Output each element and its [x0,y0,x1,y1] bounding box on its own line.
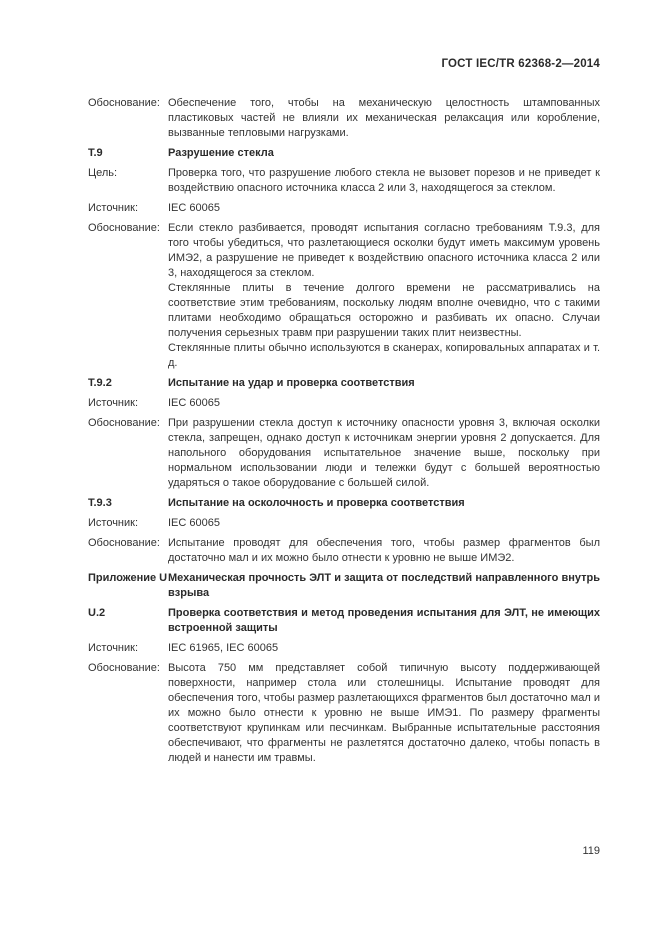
entry-paragraph: Стеклянные плиты обычно используются в сканерах, копировальных аппаратах и т. д. [168,342,600,369]
entry-row [88,96,600,141]
section-number: Т.9.2 [88,377,112,389]
entry-text [168,201,600,216]
entry-text [168,221,600,371]
section-heading [88,496,600,511]
entry-row [88,516,600,531]
entry-row [88,166,600,196]
entry-paragraph: Обеспечение того, чтобы на механическую целостность штампованных пластиковых частей не влияли их механическая релаксация или коробление, вызванные тепловыми нагрузками. [168,97,600,139]
entry-paragraph: Если стекло разбивается, проводят испытания согласно требованиям Т.9.3, для того чтобы убедиться, что разлетающиеся осколки будут иметь максимум уровень ИМЭ2, а разрушение не приведет к воздействию опасного источника класса 2 или 3, находящегося за стеклом. [168,222,600,279]
entry-label: Обоснование: [88,537,160,549]
section-title [168,606,600,636]
entry-row [88,416,600,491]
section-title [168,146,600,161]
entry-paragraph: IEC 60065 [168,517,220,529]
section-title [168,496,600,511]
entry-text [168,516,600,531]
section-heading [88,376,600,391]
entry-text [168,396,600,411]
entry-text [168,96,600,141]
entry-paragraph: Проверка того, что разрушение любого стекла не вызовет порезов и не приведет к воздействию опасного источника класса 2 или 3, находящегося за стеклом. [168,167,600,194]
entry-row [88,396,600,411]
entry-paragraph: Стеклянные плиты в течение долгого времени не рассматривались на соответствие этим требованиям, поскольку людям вполне очевидно, что с такими плитами необходимо обращаться осторожно и разбивать их опасно. Случаи получения серьезных травм при разрушении таких плит неизвестны. [168,282,600,339]
entry-paragraph: IEC 60065 [168,202,220,214]
entry-label: Обоснование: [88,222,160,234]
entry-label: Источник: [88,202,139,214]
section-title-text: Проверка соответствия и метод проведения испытания для ЭЛТ, не имеющих встроенной защиты [168,607,600,634]
content-area [88,96,600,771]
section-number: Приложение U [88,572,168,584]
section-number: U.2 [88,607,106,619]
entry-label: Обоснование: [88,97,160,109]
section-number: Т.9 [88,147,103,159]
section-title-text: Механическая прочность ЭЛТ и защита от последствий направленного внутрь взрыва [168,572,600,599]
entry-label: Обоснование: [88,417,160,429]
section-heading [88,606,600,636]
section-number: Т.9.3 [88,497,112,509]
section-heading [88,146,600,161]
section-heading [88,571,600,601]
entry-text [168,536,600,566]
entry-text [168,416,600,491]
entry-paragraph: IEC 61965, IEC 60065 [168,642,279,654]
entry-paragraph: Высота 750 мм представляет собой типичную высоту поддерживающей поверхности, например стола или столешницы. Испытание проводят для обеспечения того, чтобы размер разлетающихся фрагментов был достаточно мал и их можно было отнести к уровню не выше ИМЭ1. По размеру фрагменты соответствуют крупинкам или песчинкам. Выбранные испытательные расстояния обеспечивают, что фрагменты не разлетятся достаточно далеко, чтобы попасть в людей и нанести им травмы. [168,662,600,764]
entry-row [88,536,600,566]
section-title-text: Испытание на осколочность и проверка соответствия [168,497,465,509]
entry-paragraph: Испытание проводят для обеспечения того, чтобы размер фрагментов был достаточно мал и их можно было отнести к уровню не выше ИМЭ2. [168,537,600,564]
entry-text [168,641,600,656]
entry-row [88,201,600,216]
entry-label: Источник: [88,517,139,529]
entry-label: Источник: [88,642,139,654]
section-title [168,571,600,601]
entry-label: Обоснование: [88,662,160,674]
entry-label: Цель: [88,167,118,179]
entry-paragraph: IEC 60065 [168,397,220,409]
entry-row [88,661,600,766]
section-title [168,376,600,391]
entry-row [88,221,600,371]
entry-paragraph: При разрушении стекла доступ к источнику опасности уровня 3, включая осколки стекла, запрещен, однако доступ к источникам энергии уровня 2 допускается. Для напольного оборудования испытательное значение выше, поскольку при нормальном использовании люди и тележки будут с большей вероятностью ударяться о такое оборудование с большей силой. [168,417,600,489]
section-title-text: Разрушение стекла [168,147,274,159]
entry-label: Источник: [88,397,139,409]
page-number: 119 [582,845,600,857]
entry-text [168,661,600,766]
entry-text [168,166,600,196]
section-title-text: Испытание на удар и проверка соответствия [168,377,415,389]
entry-row [88,641,600,656]
document-header: ГОСТ IEC/TR 62368-2—2014 [441,58,600,70]
